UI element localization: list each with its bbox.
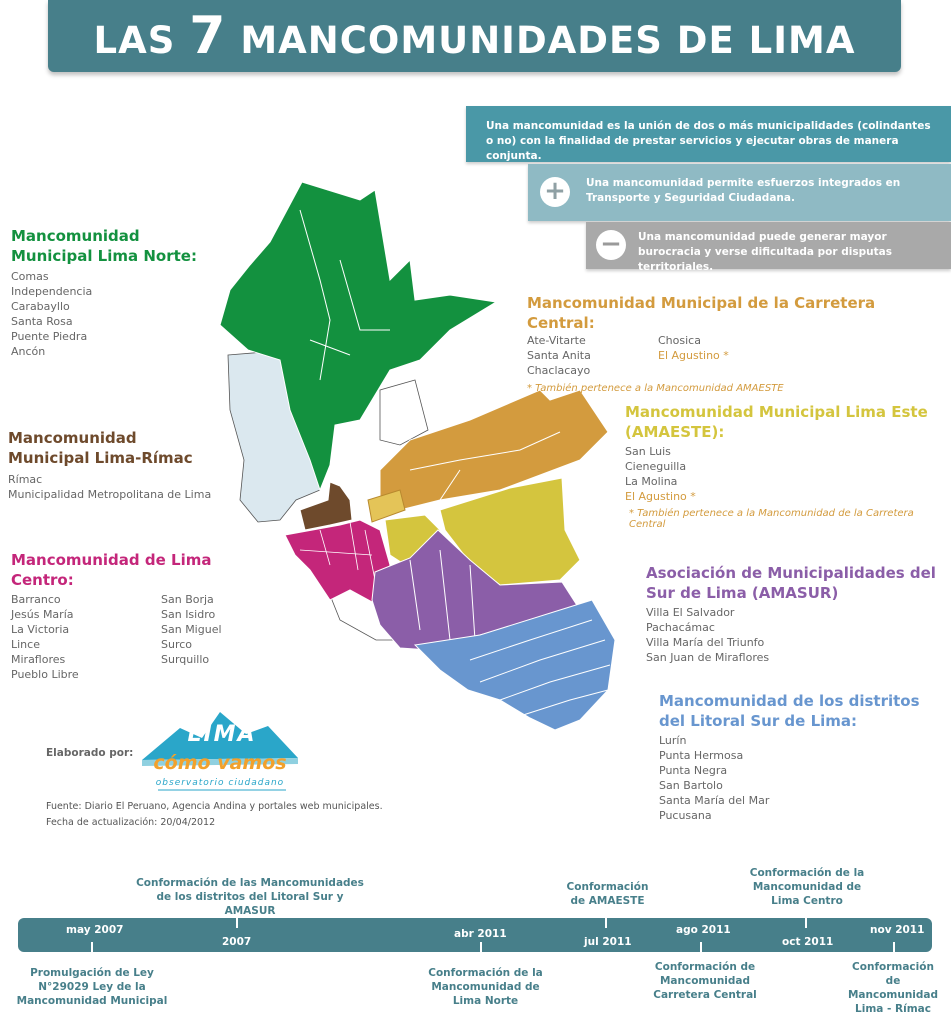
title-number: 7 — [189, 6, 227, 66]
list-item: Surco — [161, 638, 193, 651]
group-litoral-sur-list — [659, 733, 939, 823]
group-lima-rimac-list — [8, 472, 218, 502]
group-amaeste — [625, 402, 945, 504]
group-amaeste-title: Mancomunidad Municipal Lima Este (AMAESTE): — [625, 403, 928, 441]
disadvantage-box — [586, 222, 951, 273]
list-item: San Juan de Miraflores — [646, 651, 770, 664]
list-item: Rímac — [8, 473, 43, 486]
list-item: San Miguel — [161, 623, 222, 636]
group-lima-centro — [11, 550, 271, 684]
timeline-event-ley: Promulgación de Ley N°29029 Ley de la Mancomunidad Municipal — [16, 967, 168, 1007]
list-item: Jesús María — [11, 608, 74, 621]
group-lima-centro-title: Mancomunidad de Lima Centro: — [11, 551, 212, 589]
list-item: Punta Hermosa — [659, 749, 744, 762]
timeline-tick — [805, 918, 807, 928]
timeline-label-abr-2011: abr 2011 — [454, 928, 507, 940]
list-item: Santa María del Mar — [659, 794, 770, 807]
title-prefix: LAS — [93, 19, 190, 62]
group-amasur-title: Asociación de Municipalidades del Sur de Lima (AMASUR) — [646, 564, 936, 602]
group-litoral-sur — [659, 691, 939, 823]
list-item: Villa María del Triunfo — [646, 636, 765, 649]
group-lima-norte — [11, 226, 216, 359]
group-amasur-list — [646, 605, 946, 665]
timeline-event-litoral-amasur: Conformación de las Mancomunidades de los distritos del Litoral Sur y AMASUR — [136, 877, 364, 917]
list-item: Chaclacayo — [527, 364, 591, 377]
carretera-footnote: * También pertenece a la Mancomunidad AMAESTE — [527, 383, 784, 394]
timeline-label-2007: 2007 — [222, 936, 252, 948]
timeline-tick — [605, 918, 607, 928]
group-lima-centro-list — [11, 592, 271, 684]
list-item: San Borja — [161, 593, 214, 606]
timeline-label-oct-2011: oct 2011 — [782, 936, 834, 948]
advantage-text: Una mancomunidad permite esfuerzos integrados en Transporte y Seguridad Ciudadana. — [586, 177, 901, 204]
group-lima-rimac-title: Mancomunidad Municipal Lima-Rímac — [8, 429, 193, 467]
update-date-text: Fecha de actualización: 20/04/2012 — [46, 817, 216, 828]
list-item: Independencia — [11, 285, 93, 298]
list-item-highlight: El Agustino * — [625, 490, 696, 503]
timeline-tick — [91, 942, 93, 952]
list-item: Comas — [11, 270, 49, 283]
group-amasur — [646, 563, 946, 665]
timeline-tick — [700, 942, 702, 952]
group-litoral-sur-title: Mancomunidad de los distritos del Litoral Sur de Lima: — [659, 692, 920, 730]
group-amaeste-list — [625, 444, 945, 504]
list-item: Surquillo — [161, 653, 210, 666]
list-item-highlight: El Agustino * — [658, 349, 729, 362]
logo-text-subtitle: observatorio ciudadano — [155, 778, 285, 788]
timeline-bar — [18, 918, 932, 952]
timeline-label-may-2007: may 2007 — [66, 924, 124, 936]
list-item: Municipalidad Metropolitana de Lima — [8, 488, 212, 501]
list-item: San Bartolo — [659, 779, 723, 792]
page-title-banner — [48, 0, 901, 72]
timeline-tick — [236, 918, 238, 928]
minus-icon: − — [596, 230, 626, 260]
timeline-event-amaeste: Conformación de AMAESTE — [566, 881, 649, 907]
group-carretera-central-list — [527, 333, 937, 379]
amaeste-footnote: * También pertenece a la Mancomunidad de la Carretera Central — [629, 508, 914, 530]
list-item: San Isidro — [161, 608, 216, 621]
list-item: Villa El Salvador — [646, 606, 735, 619]
map-lima-base-east — [380, 380, 428, 445]
list-item: Lurín — [659, 734, 687, 747]
list-item: Santa Anita — [527, 349, 591, 362]
list-item: Ate-Vitarte — [527, 334, 586, 347]
timeline-tick — [480, 942, 482, 952]
map-el-agustino-hatch — [368, 490, 405, 522]
list-item: Pachacámac — [646, 621, 715, 634]
list-item: Cieneguilla — [625, 460, 687, 473]
list-item: Chosica — [658, 334, 701, 347]
page-title — [48, 0, 901, 77]
lima-como-vamos-logo — [140, 700, 300, 800]
list-item: Ancón — [11, 345, 46, 358]
group-carretera-central-title: Mancomunidad Municipal de la Carretera Central: — [527, 294, 876, 332]
list-item: Barranco — [11, 593, 61, 606]
group-carretera-central — [527, 293, 937, 394]
disadvantage-text: Una mancomunidad puede generar mayor burocracia y verse dificultada por disputas territoriales. — [638, 231, 892, 273]
list-item: Miraflores — [11, 653, 66, 666]
timeline-label-ago-2011: ago 2011 — [676, 924, 731, 936]
list-item: Punta Negra — [659, 764, 728, 777]
timeline-event-lima-centro: Conformación de la Mancomunidad de Lima Centro — [749, 867, 865, 907]
list-item: La Molina — [625, 475, 678, 488]
timeline-event-lima-rimac: Conformación de Mancomunidad Lima - Rímac — [847, 961, 939, 1015]
title-suffix: MANCOMUNIDADES DE LIMA — [226, 19, 856, 62]
list-item: Carabayllo — [11, 300, 70, 313]
timeline-tick — [893, 942, 895, 952]
list-item: Pucusana — [659, 809, 712, 822]
plus-icon: + — [540, 177, 570, 207]
timeline-label-jul-2011: jul 2011 — [584, 936, 632, 948]
logo-text-lima: LIMA — [187, 722, 257, 747]
source-text: Fuente: Diario El Peruano, Agencia Andina y portales web municipales. — [46, 801, 383, 812]
list-item: Puente Piedra — [11, 330, 88, 343]
list-item: Lince — [11, 638, 40, 651]
timeline-label-nov-2011: nov 2011 — [870, 924, 925, 936]
definition-box — [466, 106, 951, 162]
made-by-label: Elaborado por: — [46, 747, 134, 759]
group-lima-norte-title: Mancomunidad Municipal Lima Norte: — [11, 227, 197, 265]
timeline-event-carretera-central: Conformación de Mancomunidad Carretera Central — [653, 961, 757, 1001]
credits-notes — [46, 799, 383, 831]
group-lima-rimac — [8, 428, 218, 502]
timeline-event-lima-norte: Conformación de la Mancomunidad de Lima Norte — [428, 967, 543, 1007]
list-item: La Victoria — [11, 623, 70, 636]
definition-text: Una mancomunidad es la unión de dos o más municipalidades (colindantes o no) con la finalidad de prestar servicios y ejecutar obras de manera conjunta. — [486, 120, 931, 162]
list-item: Santa Rosa — [11, 315, 73, 328]
group-lima-norte-list — [11, 269, 216, 359]
list-item: San Luis — [625, 445, 671, 458]
logo-text-como-vamos: cómo vamos — [153, 752, 287, 774]
list-item: Pueblo Libre — [11, 668, 79, 681]
